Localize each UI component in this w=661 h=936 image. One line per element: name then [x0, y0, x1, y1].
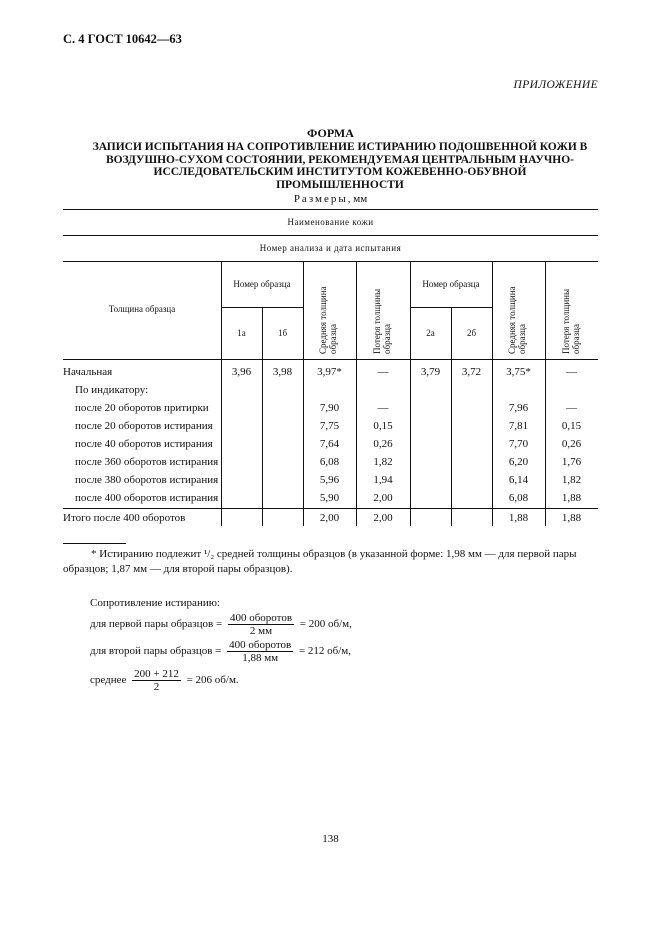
cell-loss1: — [377, 366, 389, 378]
average-numerator: 200 + 212 [134, 668, 179, 680]
first-pair-numerator: 400 оборотов [229, 612, 293, 624]
row-label: после 360 оборотов истирания [75, 456, 219, 468]
cell-c2a: 3,79 [420, 366, 441, 378]
row-label: Начальная [63, 366, 113, 378]
cell-loss2: 0,15 [561, 420, 582, 432]
table-rule [63, 235, 598, 236]
cell-avg1: 5,90 [319, 492, 340, 504]
cell-avg1: 7,90 [319, 402, 340, 414]
avg-thickness-header-2: Средняя толщина образца [507, 286, 527, 354]
sample-1b-header: 1б [277, 328, 288, 338]
form-title: ФОРМА [307, 126, 354, 140]
table-rule [63, 209, 598, 210]
row-label: после 20 оборотов притирки [75, 402, 209, 414]
table-row [63, 382, 598, 400]
cell-avg2: 7,81 [508, 420, 529, 432]
sample-number-header-2: Номер образца [422, 279, 480, 289]
table-row [63, 510, 598, 528]
cell-avg1: 5,96 [319, 474, 340, 486]
form-subtitle: ЗАПИСИ ИСПЫТАНИЯ НА СОПРОТИВЛЕНИЕ ИСТИРАНИЮ ПОДОШВЕННОЙ КОЖИ В ВОЗДУШНО-СУХОМ СОСТОЯНИИ, РЕКОМЕНДУЕМАЯ ЦЕНТРАЛЬНЫМ НАУЧНО-ИССЛЕДОВАТЕЛЬСКИМ ИНСТИТУТОМ КОЖЕВЕННО-ОБУВНОЙ ПРОМЫШЛЕННОСТИ [92, 141, 588, 191]
average-result: = 206 об/м. [186, 674, 239, 687]
second-pair-denominator: 1,88 мм [242, 652, 279, 664]
first-pair-denominator: 2 мм [249, 625, 273, 637]
row-label: после 20 оборотов истирания [75, 420, 213, 432]
dimensions-caption [0, 193, 661, 205]
average-label: среднее [90, 674, 127, 687]
second-pair-calculation [90, 639, 351, 664]
first-pair-calculation [90, 612, 352, 637]
row-label: после 40 оборотов истирания [75, 438, 213, 450]
cell-c1b: 3,98 [272, 366, 293, 378]
table-row [63, 472, 598, 490]
average-denominator: 2 [153, 681, 160, 693]
table-row [63, 400, 598, 418]
cell-avg2: 1,88 [508, 512, 529, 524]
analysis-number-header: Номер анализа и дата испытания [259, 243, 402, 253]
document-header: С. 4 ГОСТ 10642—63 [63, 32, 182, 46]
cell-avg2: 6,20 [508, 456, 529, 468]
row-label: после 400 оборотов истирания [75, 492, 219, 504]
second-pair-fraction [227, 639, 293, 664]
cell-avg2: 3,75* [506, 366, 531, 378]
dimensions-unit: , мм [347, 193, 368, 205]
cell-loss2: — [566, 366, 577, 378]
second-pair-numerator: 400 оборотов [229, 639, 292, 651]
cell-avg1: 2,00 [319, 512, 340, 524]
dimensions-label: Размеры [293, 193, 348, 205]
table-row [63, 436, 598, 454]
row-label: По индикатору: [75, 384, 149, 396]
table-rule [63, 508, 598, 509]
avg-thickness-header-1: Средняя толщина образца [318, 286, 338, 354]
cell-avg2: 7,70 [508, 438, 529, 450]
cell-loss1: 2,00 [373, 512, 393, 524]
sample-number-header-1: Номер образца [233, 279, 291, 289]
first-pair-fraction [228, 612, 294, 637]
sample-2b-header: 2б [466, 328, 477, 338]
first-pair-label: для первой пары образцов = [90, 618, 223, 631]
page-number: 138 [322, 833, 339, 845]
footnote: * Истиранию подлежит ¹/₂ средней толщины образцов (в указанной форме: 1,98 мм — для первой пары образцов; 1,87 мм — для второй пары образцов). [63, 548, 577, 575]
appendix-label: ПРИЛОЖЕНИЕ [513, 79, 598, 91]
table-row [63, 418, 598, 436]
cell-loss1: 1,82 [373, 456, 393, 468]
cell-c2b: 3,72 [461, 366, 482, 378]
cell-loss1: 0,15 [373, 420, 393, 432]
cell-loss2: — [566, 402, 577, 414]
cell-avg1: 7,75 [319, 420, 340, 432]
cell-loss2: 1,82 [561, 474, 582, 486]
cell-loss2: 0,26 [561, 438, 582, 450]
cell-loss1: 0,26 [373, 438, 393, 450]
table-row [63, 490, 598, 508]
cell-loss1: — [377, 402, 389, 414]
thickness-loss-header-1: Потеря толщины образца [372, 289, 392, 354]
cell-loss2: 1,76 [561, 456, 582, 468]
thickness-loss-header-2: Потеря толщины образца [561, 289, 581, 354]
sample-1a-header: 1а [237, 328, 246, 338]
cell-loss1: 1,94 [373, 474, 393, 486]
second-pair-result: = 212 об/м, [298, 645, 352, 658]
leather-name-header: Наименование кожи [287, 217, 374, 227]
cell-avg1: 3,97* [317, 366, 342, 378]
cell-avg1: 6,08 [319, 456, 340, 468]
cell-avg2: 6,08 [508, 492, 529, 504]
sample-2a-header: 2а [426, 328, 435, 338]
cell-loss1: 2,00 [373, 492, 393, 504]
average-fraction [132, 668, 181, 693]
row-label: Итого после 400 оборотов [63, 512, 186, 524]
cell-c1a: 3,96 [231, 366, 252, 378]
table-row [63, 454, 598, 472]
first-pair-result: = 200 об/м, [299, 618, 352, 631]
row-label: после 380 оборотов истирания [75, 474, 219, 486]
cell-loss2: 1,88 [561, 512, 582, 524]
cell-avg1: 7,64 [319, 438, 340, 450]
footnote-rule [63, 543, 126, 544]
resistance-title: Сопротивление истиранию: [90, 597, 220, 609]
thickness-column-header: Толщина образца [108, 304, 176, 314]
table-rule [63, 359, 598, 360]
average-calculation [90, 668, 239, 693]
table-row [63, 364, 598, 382]
cell-avg2: 6,14 [508, 474, 529, 486]
second-pair-label: для второй пары образцов = [90, 645, 222, 658]
cell-loss2: 1,88 [561, 492, 582, 504]
table-rule [63, 261, 598, 262]
cell-avg2: 7,96 [508, 402, 529, 414]
